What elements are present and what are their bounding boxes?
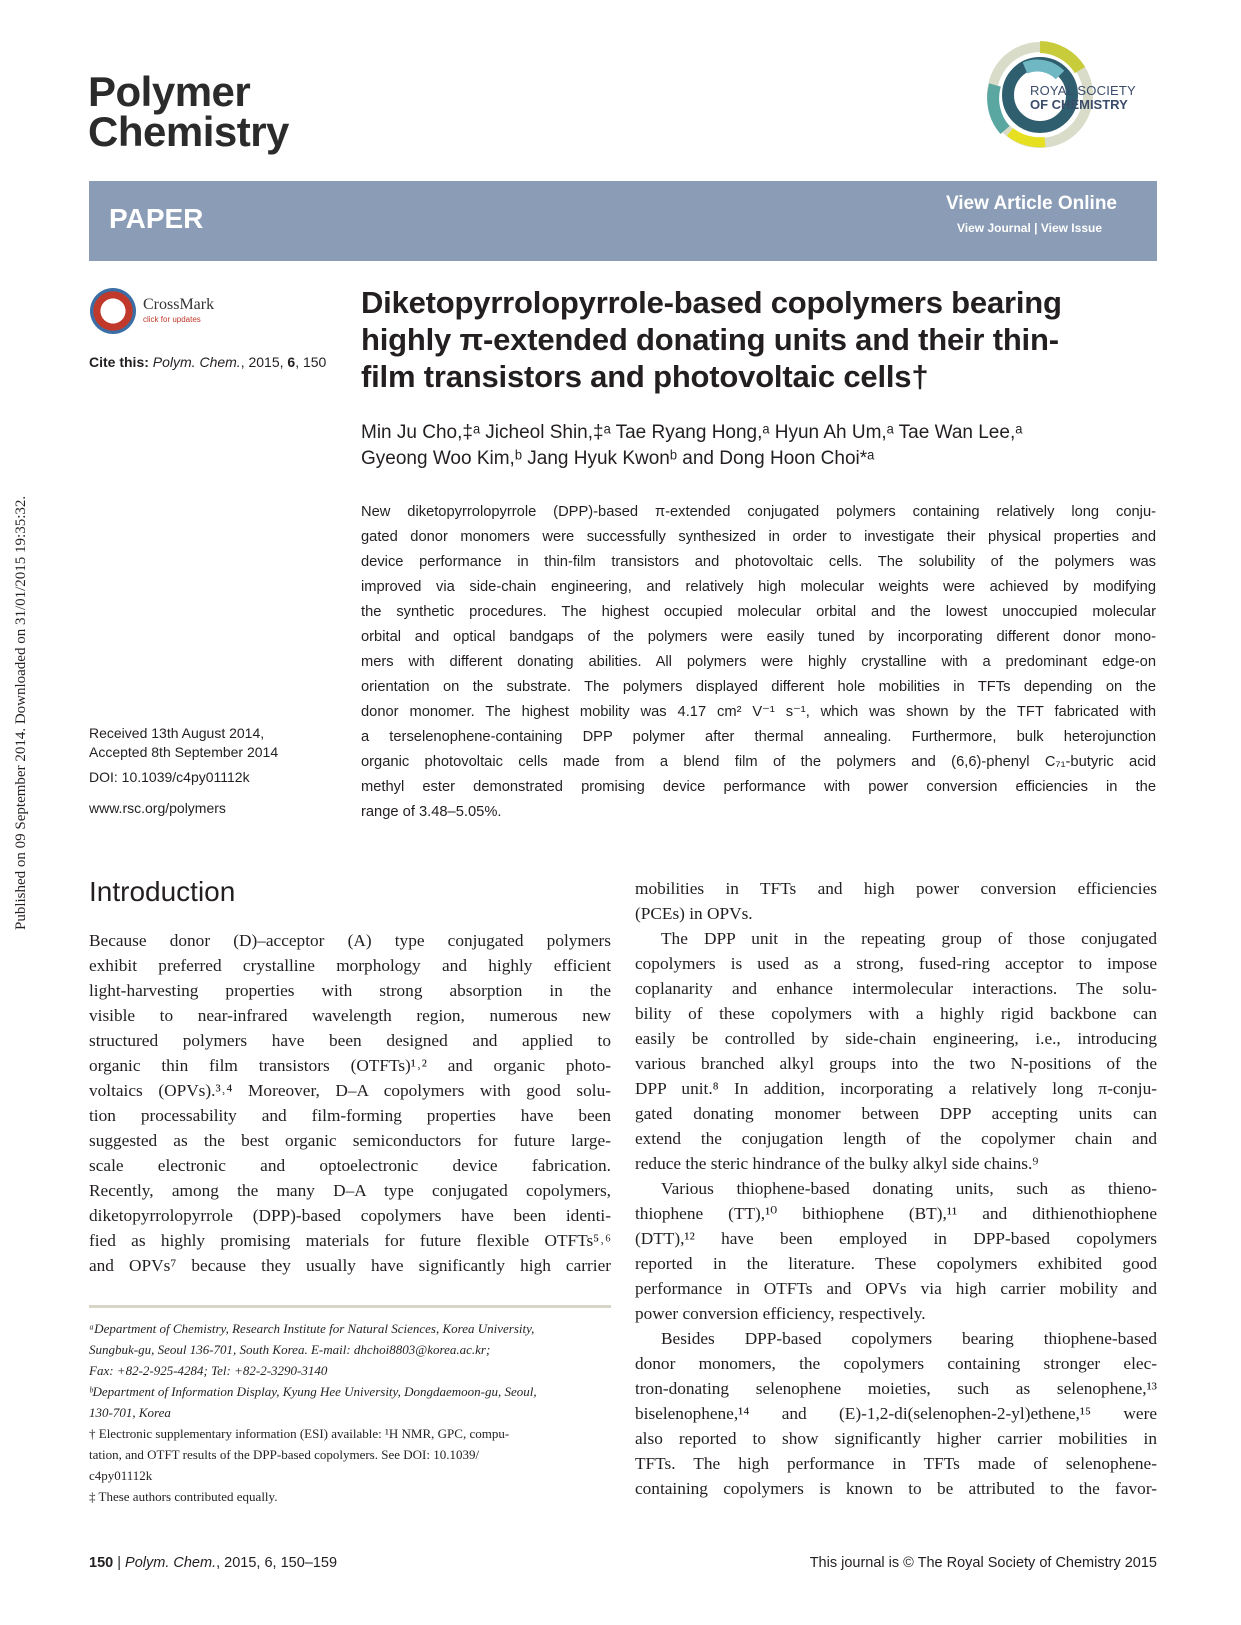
view-journal-link[interactable]: View Journal bbox=[956, 221, 1031, 235]
body-line: thiophene (TT),¹⁰ bithiophene (BT),¹¹ and dithienothiophene bbox=[635, 1204, 1157, 1223]
cite-prefix: Cite this: bbox=[89, 354, 149, 370]
rsc-logo-line1: ROYAL SOCIETY bbox=[1030, 83, 1136, 98]
crossmark-badge[interactable] bbox=[90, 288, 230, 338]
body-line: bility of these copolymers with a highly rigid backbone can bbox=[635, 1004, 1157, 1023]
view-issue-link[interactable]: View Issue bbox=[1040, 221, 1102, 235]
cite-volume: 6 bbox=[287, 354, 296, 370]
journal-title bbox=[88, 68, 289, 155]
body-column-left bbox=[89, 928, 611, 1278]
body-line: and OPVs⁷ because they usually have significantly high carrier bbox=[89, 1256, 611, 1275]
body-line: light-harvesting properties with strong absorption in the bbox=[89, 981, 611, 1000]
footnote-line: ‡ These authors contributed equally. bbox=[89, 1489, 278, 1504]
abstract-line: improved via side-chain engineering, and relatively high molecular weights were achieved by modifying bbox=[361, 579, 1156, 595]
article-type: PAPER bbox=[109, 203, 204, 234]
body-line: Recently, among the many D–A type conjugated copolymers, bbox=[89, 1181, 611, 1200]
crossmark-label: CrossMark bbox=[143, 296, 215, 313]
abstract-line: range of 3.48–5.05%. bbox=[361, 804, 502, 820]
body-line: exhibit preferred crystalline morphology and highly efficient bbox=[89, 956, 611, 975]
body-line: donor monomers, the copolymers containing stronger elec- bbox=[635, 1354, 1157, 1373]
rsc-logo-text bbox=[1030, 84, 1136, 112]
body-line: visible to near-infrared wavelength region, numerous new bbox=[89, 1006, 611, 1025]
page-number: 150 bbox=[89, 1555, 114, 1571]
footnote-line: Sungbuk-gu, Seoul 136-701, South Korea. E-mail: dhchoi8803@korea.ac.kr; bbox=[89, 1342, 491, 1357]
footer-journal: Polym. Chem. bbox=[125, 1555, 217, 1571]
body-line: copolymers is used as a strong, fused-ring acceptor to impose bbox=[635, 954, 1157, 973]
body-line: tron-donating selenophene moieties, such as selenophene,¹³ bbox=[635, 1379, 1157, 1398]
title-line: film transistors and photovoltaic cells† bbox=[361, 359, 929, 394]
author-list bbox=[361, 420, 1161, 472]
body-line: biselenophene,¹⁴ and (E)-1,2-di(selenophen-2-yl)ethene,¹⁵ were bbox=[635, 1404, 1157, 1423]
download-stamp bbox=[5, 450, 35, 950]
abstract-line: orbital and optical bandgaps of the polymers were easily tuned by incorporating different donor mono- bbox=[361, 629, 1156, 645]
crossmark-icon bbox=[90, 288, 136, 334]
footnote-line: 130-701, Korea bbox=[89, 1405, 171, 1420]
abstract-line: a terselenophene-containing DPP polymer after thermal annealing. Furthermore, bulk heterojunction bbox=[361, 729, 1156, 745]
abstract-line: donor monomer. The highest mobility was 4.17 cm² V⁻¹ s⁻¹, which was shown by the TFT fabricated with bbox=[361, 704, 1156, 720]
body-line: (PCEs) in OPVs. bbox=[635, 904, 753, 923]
author-line: Gyeong Woo Kim,ᵇ Jang Hyuk Kwonᵇ and Dong Hoon Choi*ᵃ bbox=[361, 448, 875, 469]
journal-url-link[interactable]: www.rsc.org/polymers bbox=[89, 800, 226, 816]
body-line: suggested as the best organic semiconductors for future large- bbox=[89, 1131, 611, 1150]
footnote-line: tation, and OTFT results of the DPP-based copolymers. See DOI: 10.1039/ bbox=[89, 1447, 480, 1462]
accepted-date: Accepted 8th September 2014 bbox=[89, 744, 279, 760]
body-line: Various thiophene-based donating units, such as thieno- bbox=[661, 1179, 1157, 1198]
abstract-line: methyl ester demonstrated promising device performance with power conversion efficiencies in the bbox=[361, 779, 1156, 795]
body-line: reduce the steric hindrance of the bulky alkyl side chains.⁹ bbox=[635, 1154, 1039, 1173]
abstract-line: gated donor monomers were successfully synthesized in order to investigate their physical properties and bbox=[361, 529, 1156, 545]
view-article-online-link[interactable]: View Article Online bbox=[945, 193, 1117, 214]
page-footer-left bbox=[89, 1555, 337, 1571]
doi: DOI: 10.1039/c4py01112k bbox=[89, 769, 250, 785]
body-line: organic thin film transistors (OTFTs)¹˒² and organic photo- bbox=[89, 1056, 611, 1075]
abstract-line: orientation on the substrate. The polymers displayed different hole mobilities in TFTs depending on the bbox=[361, 679, 1156, 695]
footnote-line: † Electronic supplementary information (ESI) available: ¹H NMR, GPC, compu- bbox=[89, 1426, 510, 1441]
journal-title-line2: Chemistry bbox=[88, 108, 289, 155]
abstract-line: device performance in thin-film transistors and photovoltaic cells. The solubility of the polymers was bbox=[361, 554, 1156, 570]
title-line: highly π-extended donating units and their thin- bbox=[361, 322, 1059, 357]
title-line: Diketopyrrolopyrrole-based copolymers bearing bbox=[361, 285, 1062, 320]
body-line: also reported to show significantly higher carrier mobilities in bbox=[635, 1429, 1157, 1448]
body-line: DPP unit.⁸ In addition, incorporating a relatively long π-conju- bbox=[635, 1079, 1157, 1098]
footer-citation: , 2015, 6, 150–159 bbox=[216, 1555, 338, 1571]
journal-title-line1: Polymer bbox=[88, 68, 251, 115]
body-line: (DTT),¹² have been employed in DPP-based copolymers bbox=[635, 1229, 1157, 1248]
footnotes bbox=[89, 1318, 611, 1507]
abstract-line: mers with different donating abilities. All polymers were highly crystalline with a predominant edge-on bbox=[361, 654, 1156, 670]
article-type-banner bbox=[89, 181, 1157, 261]
footnote-line: c4py01112k bbox=[89, 1468, 153, 1483]
rsc-logo bbox=[985, 40, 1160, 150]
section-heading-introduction: Introduction bbox=[89, 876, 236, 907]
received-date: Received 13th August 2014, bbox=[89, 725, 265, 741]
banner-sublinks bbox=[957, 221, 1102, 235]
article-title bbox=[361, 284, 1161, 395]
body-line: fied as highly promising materials for future flexible OTFTs⁵˒⁶ bbox=[89, 1231, 611, 1250]
body-line: Because donor (D)–acceptor (A) type conjugated polymers bbox=[89, 931, 611, 950]
body-line: voltaics (OPVs).³˒⁴ Moreover, D–A copolymers with good solu- bbox=[89, 1081, 611, 1100]
body-line: coplanarity and enhance intermolecular interactions. The solu- bbox=[635, 979, 1157, 998]
abstract bbox=[361, 500, 1156, 825]
abstract-line: organic photovoltaic cells made from a blend film of the polymers and (6,6)-phenyl C₇₁-butyric acid bbox=[361, 754, 1156, 770]
copyright-footer: This journal is © The Royal Society of Chemistry 2015 bbox=[809, 1555, 1157, 1571]
body-line: performance in OTFTs and OPVs via high carrier mobility and bbox=[635, 1279, 1157, 1298]
footer-separator: | bbox=[117, 1555, 122, 1571]
body-line: diketopyrrolopyrrole (DPP)-based copolymers have been identi- bbox=[89, 1206, 611, 1225]
body-line: various branched alkyl groups into the two N-positions of the bbox=[635, 1054, 1157, 1073]
article-history bbox=[89, 724, 278, 818]
body-line: mobilities in TFTs and high power conversion efficiencies bbox=[635, 879, 1157, 898]
cite-page: , 150 bbox=[295, 354, 327, 370]
abstract-line: the synthetic procedures. The highest occupied molecular orbital and the lowest unoccupied molecular bbox=[361, 604, 1156, 620]
body-line: The DPP unit in the repeating group of those conjugated bbox=[661, 929, 1157, 948]
body-line: scale electronic and optoelectronic device fabrication. bbox=[89, 1156, 611, 1175]
body-line: Besides DPP-based copolymers bearing thiophene-based bbox=[661, 1329, 1157, 1348]
rsc-logo-line2: OF CHEMISTRY bbox=[1030, 97, 1128, 112]
download-stamp-text: Published on 09 September 2014. Downloaded on 31/01/2015 19:35:32. bbox=[13, 495, 29, 930]
body-line: extend the conjugation length of the copolymer chain and bbox=[635, 1129, 1157, 1148]
author-line: Min Ju Cho,‡ᵃ Jicheol Shin,‡ᵃ Tae Ryang Hong,ᵃ Hyun Ah Um,ᵃ Tae Wan Lee,ᵃ bbox=[361, 422, 1023, 443]
cite-year: , 2015, bbox=[240, 354, 288, 370]
body-line: easily be controlled by side-chain engineering, i.e., introducing bbox=[635, 1029, 1157, 1048]
crossmark-sublabel: click for updates bbox=[143, 315, 201, 324]
footnote-line: Fax: +82-2-925-4284; Tel: +82-2-3290-3140 bbox=[89, 1363, 328, 1378]
body-line: gated donating monomer between DPP accepting units can bbox=[635, 1104, 1157, 1123]
body-line: reported in the literature. These copolymers exhibited good bbox=[635, 1254, 1157, 1273]
footnote-line: ᵇDepartment of Information Display, Kyung Hee University, Dongdaemoon-gu, Seoul, bbox=[89, 1384, 537, 1399]
citation-line bbox=[89, 354, 326, 370]
body-line: structured polymers have been designed and applied to bbox=[89, 1031, 611, 1050]
abstract-line: New diketopyrrolopyrrole (DPP)-based π-extended conjugated polymers containing relatively long conju- bbox=[361, 504, 1156, 520]
body-line: tion processability and film-forming properties have been bbox=[89, 1106, 611, 1125]
footnote-divider bbox=[89, 1305, 611, 1308]
cite-journal: Polym. Chem. bbox=[152, 354, 241, 370]
body-column-right bbox=[635, 876, 1157, 1501]
footnote-line: ᵃDepartment of Chemistry, Research Institute for Natural Sciences, Korea University, bbox=[89, 1321, 535, 1336]
body-line: TFTs. The high performance in TFTs made of selenophene- bbox=[635, 1454, 1157, 1473]
banner-separator: | bbox=[1034, 221, 1038, 235]
body-line: power conversion efficiency, respectively. bbox=[635, 1304, 926, 1323]
body-line: containing copolymers is known to be attributed to the favor- bbox=[635, 1479, 1157, 1498]
